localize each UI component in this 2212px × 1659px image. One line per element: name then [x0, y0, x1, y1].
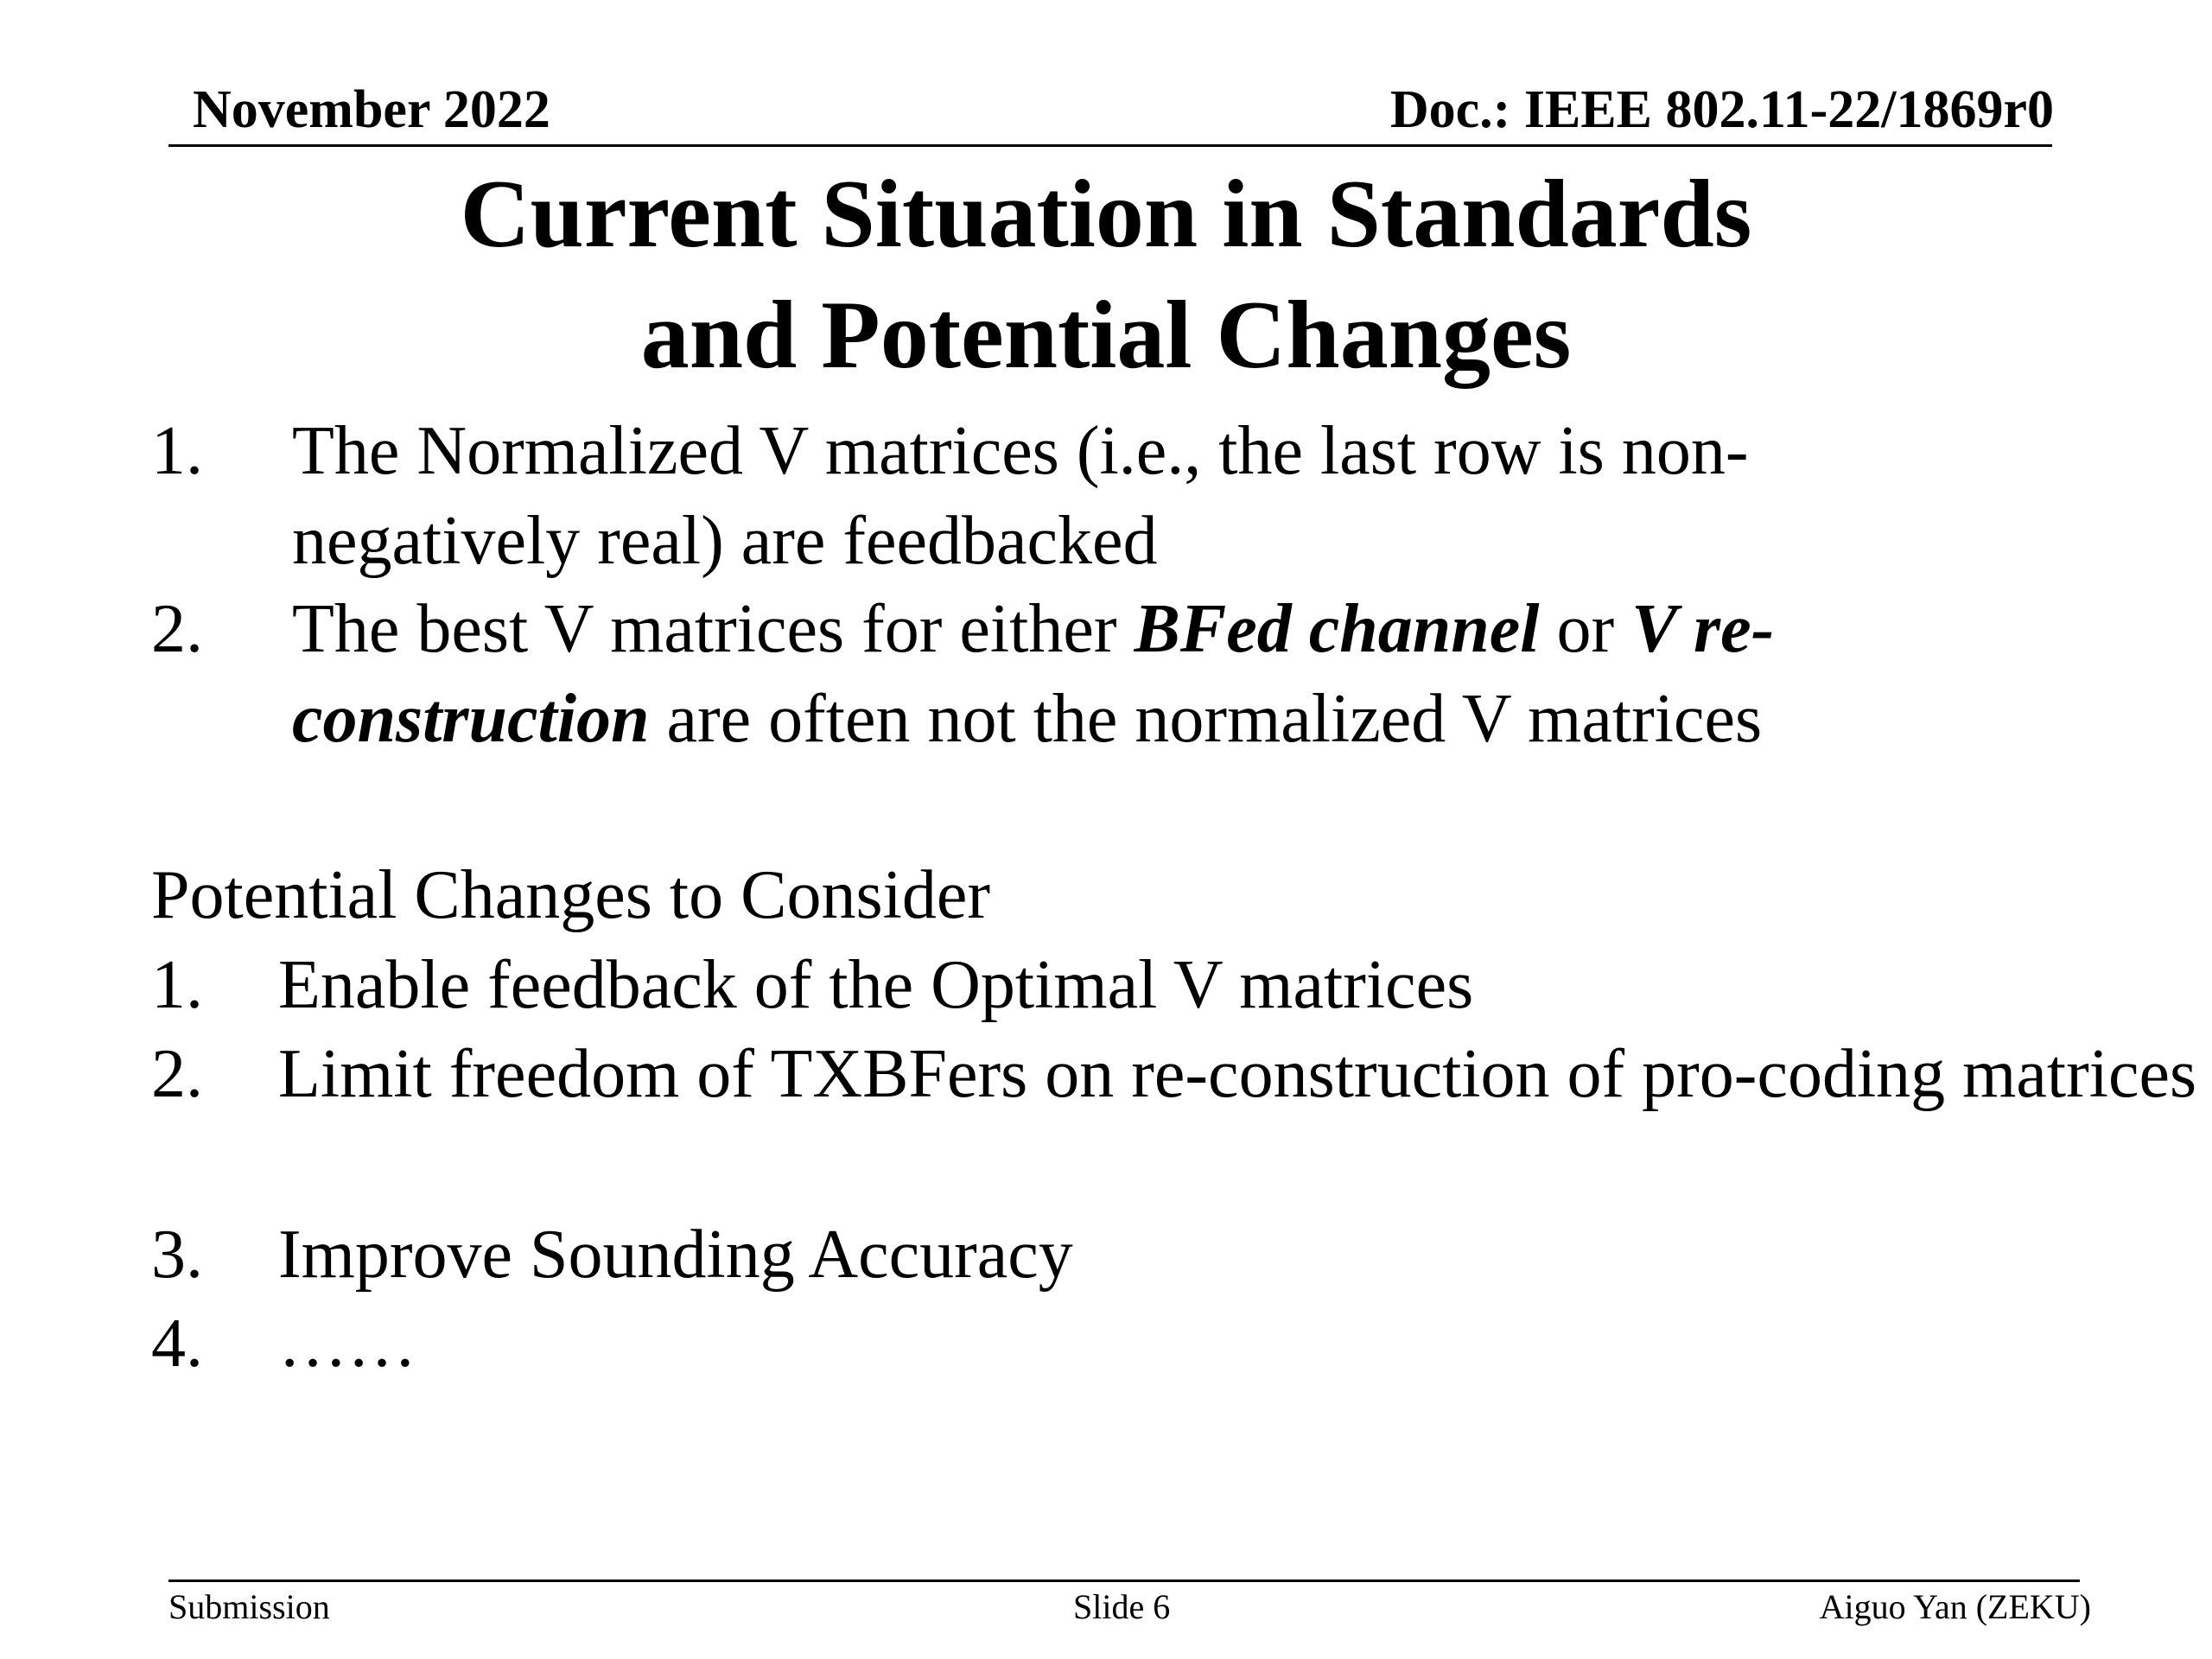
list-number: 4. [151, 1306, 203, 1382]
list-number: 3. [151, 1217, 203, 1293]
text-segment: The best V matrices for either [292, 591, 1135, 667]
changes-heading: Potential Changes to Consider [151, 857, 991, 933]
list-item-text [292, 584, 2012, 764]
emphasis-v-reconstruction: V re-construction [292, 591, 1775, 757]
list-item-text: Enable feedback of the Optimal V matrices [278, 947, 1474, 1023]
list-number: 1. [151, 947, 203, 1023]
header-divider [168, 144, 2052, 147]
footer-submission: Submission [168, 1587, 330, 1626]
list-item-text: Improve Sounding Accuracy [278, 1217, 1073, 1293]
footer-slide-number: Slide 6 [1073, 1587, 1171, 1626]
list-item-text: Limit freedom of TXBFers on re-construction of pro-coding matrices [278, 1036, 2197, 1112]
text-segment: or [1539, 591, 1632, 667]
text-segment: are often not the normalized V matrices [649, 681, 1763, 757]
header-date: November 2022 [193, 80, 550, 139]
list-number: 2. [151, 591, 203, 667]
header-doc-id: Doc.: IEEE 802.11-22/1869r0 [1389, 80, 2054, 139]
emphasis-bfed-channel: BFed channel [1134, 591, 1540, 667]
slide-title [0, 154, 2212, 396]
list-item-text: …… [278, 1306, 416, 1382]
list-item-text: The Normalized V matrices (i.e., the last row is non-negatively real) are feedbacked [292, 413, 1749, 579]
footer-divider [168, 1580, 2080, 1582]
footer-author: Aiguo Yan (ZEKU) [1819, 1587, 2091, 1626]
list-number: 2. [151, 1036, 203, 1112]
slide-title-line-1: Current Situation in Standards [460, 161, 1752, 268]
slide-title-line-2: and Potential Changes [640, 282, 1572, 389]
list-number: 1. [151, 413, 203, 489]
